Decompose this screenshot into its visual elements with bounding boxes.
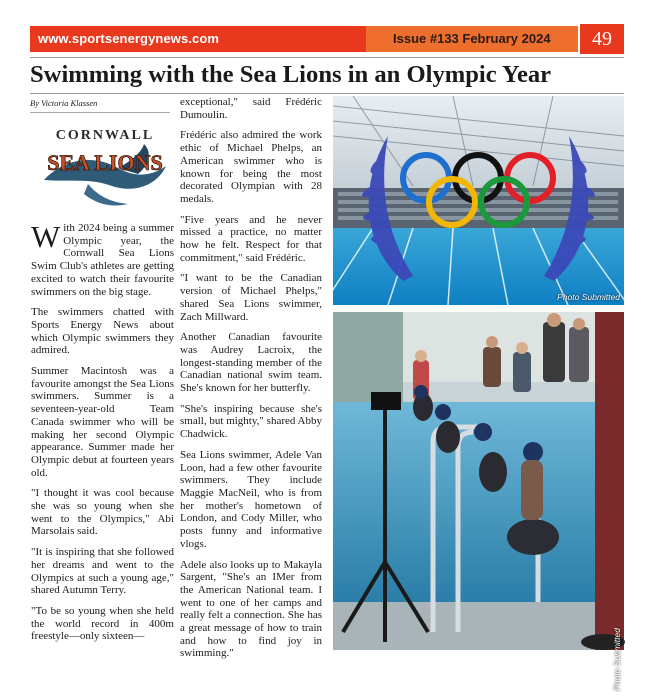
paragraph xyxy=(31,219,174,298)
paragraph: Adele also looks up to Makayla Sargent, "She's an IMer from the American National team. I went to one of her camps and really felt a connection. She has a great message of how to train and how to find joy in swimming." xyxy=(180,558,322,660)
logo-text-bottom: SEA LIONS xyxy=(47,150,163,175)
header-bar xyxy=(30,26,578,52)
photo-credit: Photo Submitted xyxy=(612,628,622,691)
byline: By Victoria Klassen xyxy=(30,98,98,108)
olympic-pool-illustration xyxy=(333,96,624,305)
photo-credit: Photo Submitted xyxy=(557,292,620,302)
swimmers-illustration xyxy=(333,312,624,650)
paragraph: exceptional," said Frédéric Dumoulin. xyxy=(180,96,322,121)
paragraph: "I thought it was cool because she was so young when she went to the Olympics," Abi Marsolais said. xyxy=(31,487,174,538)
title-rule xyxy=(30,93,624,94)
drop-cap: W xyxy=(31,219,61,254)
paragraph: The swimmers chatted with Sports Energy News about which Olympic swimmers they admired. xyxy=(31,306,174,357)
paragraph: "She's inspiring because she's small, but mighty," shared Abby Chadwick. xyxy=(180,402,322,441)
article-column-2 xyxy=(180,96,322,668)
paragraph: Sea Lions swimmer, Adele Van Loon, had a few other favourite swimmers. They include Maggie MacNeil, who is from her mother's hometown of London, and Cody Miller, who posts funny and informative vlogs. xyxy=(180,448,322,550)
paragraph: "To be so young when she held the world record in 400m freestyle—only sixteen— xyxy=(31,604,174,643)
paragraph: "I want to be the Canadian version of Michael Phelps," shared Sea Lions swimmer, Zach Millward. xyxy=(180,272,322,323)
issue-tab xyxy=(366,26,578,52)
olympic-pool-photo xyxy=(333,96,624,305)
article-column-1 xyxy=(31,219,174,651)
cornwall-sea-lions-logo xyxy=(40,122,170,214)
paragraph: Another Canadian favourite was Audrey Lacroix, the longest-standing member of the Canadian national swim team. She's known for her butterfly. xyxy=(180,331,322,395)
issue-label: Issue #133 February 2024 xyxy=(393,31,551,46)
header-rule xyxy=(30,57,624,58)
paragraph: Summer Macintosh was a favourite amongst the Sea Lions swimmers. Summer is a seventeen-year-old Team Canada swimmer who will be making her second Olympic appearance. Summer made her Olympic debut at fourteen years old. xyxy=(31,365,174,479)
paragraph: Frédéric also admired the work ethic of Michael Phelps, an American swimmer who is known for being the most decorated Olympian with 28 medals. xyxy=(180,129,322,205)
page-number: 49 xyxy=(580,24,624,54)
swimmers-photo xyxy=(333,312,624,691)
site-url[interactable]: www.sportsenergynews.com xyxy=(38,31,220,46)
paragraph: "It is inspiring that she followed her dreams and went to the Olympics at such a young age," shared Autumn Terry. xyxy=(31,546,174,597)
paragraph: "Five years and he never missed a practice, no matter how he felt. Respect for that commitment," said Frédéric. xyxy=(180,213,322,264)
article-title: Swimming with the Sea Lions in an Olympic Year xyxy=(30,61,552,88)
paragraph-text: ith 2024 being a summer Olympic year, the Cornwall Sea Lions Swim Club's athletes are getting excited to watch their favourite swimmers on the big stage. xyxy=(31,222,174,298)
byline-rule xyxy=(30,112,170,113)
logo-text-top: CORNWALL xyxy=(55,128,155,143)
